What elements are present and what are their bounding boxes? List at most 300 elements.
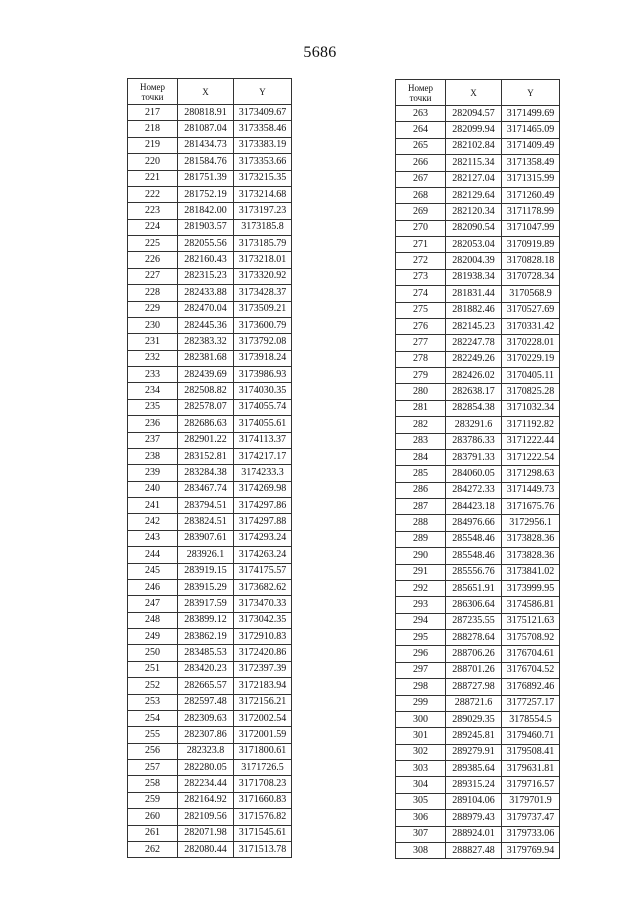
table-row (128, 629, 292, 645)
cell-y: 3171660.83 (234, 792, 292, 808)
cell-y: 3174030.35 (234, 383, 292, 399)
cell-x: 283420.23 (178, 661, 234, 677)
cell-point-number: 299 (396, 695, 446, 711)
cell-x: 282433.88 (178, 285, 234, 301)
cell-y: 3170331.42 (502, 318, 560, 334)
cell-x: 288706.26 (446, 646, 502, 662)
cell-point-number: 248 (128, 612, 178, 628)
cell-x: 281831.44 (446, 286, 502, 302)
table-row (396, 761, 560, 777)
cell-x: 282115.34 (446, 155, 502, 171)
cell-x: 282090.54 (446, 220, 502, 236)
cell-y: 3173042.35 (234, 612, 292, 628)
cell-y: 3175708.92 (502, 630, 560, 646)
cell-x: 282383.32 (178, 334, 234, 350)
cell-point-number: 257 (128, 760, 178, 776)
cell-point-number: 288 (396, 515, 446, 531)
cell-y: 3179733.06 (502, 826, 560, 842)
cell-point-number: 307 (396, 826, 446, 842)
cell-x: 288924.01 (446, 826, 502, 842)
table-row (396, 351, 560, 367)
cell-x: 282164.92 (178, 792, 234, 808)
table-row (396, 564, 560, 580)
cell-point-number: 281 (396, 400, 446, 416)
table-row (396, 302, 560, 318)
table-row (128, 743, 292, 759)
cell-point-number: 265 (396, 138, 446, 154)
table-row (128, 563, 292, 579)
cell-point-number: 241 (128, 498, 178, 514)
cell-point-number: 244 (128, 547, 178, 563)
cell-y: 3173215.35 (234, 170, 292, 186)
cell-point-number: 242 (128, 514, 178, 530)
cell-x: 282686.63 (178, 416, 234, 432)
cell-point-number: 230 (128, 317, 178, 333)
cell-y: 3174297.86 (234, 498, 292, 514)
cell-point-number: 232 (128, 350, 178, 366)
table-row (128, 121, 292, 137)
table-row (396, 515, 560, 531)
coordinates-table-left (127, 78, 292, 858)
table-row (396, 662, 560, 678)
cell-x: 283915.29 (178, 579, 234, 595)
cell-point-number: 256 (128, 743, 178, 759)
cell-point-number: 293 (396, 597, 446, 613)
cell-point-number: 218 (128, 121, 178, 137)
cell-x: 285548.46 (446, 531, 502, 547)
cell-point-number: 264 (396, 122, 446, 138)
cell-y: 3176704.52 (502, 662, 560, 678)
cell-point-number: 290 (396, 548, 446, 564)
cell-point-number: 238 (128, 448, 178, 464)
cell-point-number: 228 (128, 285, 178, 301)
table-row (128, 596, 292, 612)
cell-y: 3173470.33 (234, 596, 292, 612)
cell-point-number: 274 (396, 286, 446, 302)
cell-point-number: 298 (396, 679, 446, 695)
cell-x: 282323.8 (178, 743, 234, 759)
table-row (128, 383, 292, 399)
cell-point-number: 224 (128, 219, 178, 235)
cell-x: 284423.18 (446, 499, 502, 515)
cell-y: 3179701.9 (502, 793, 560, 809)
table-row (396, 318, 560, 334)
cell-y: 3170229.19 (502, 351, 560, 367)
cell-x: 282234.44 (178, 776, 234, 792)
cell-x: 282247.78 (446, 335, 502, 351)
cell-y: 3171465.09 (502, 122, 560, 138)
cell-y: 3173682.62 (234, 579, 292, 595)
cell-y: 3171222.54 (502, 449, 560, 465)
cell-x: 282004.39 (446, 253, 502, 269)
table-row (396, 711, 560, 727)
table-row (396, 630, 560, 646)
cell-x: 282470.04 (178, 301, 234, 317)
cell-point-number: 223 (128, 203, 178, 219)
cell-x: 282665.57 (178, 678, 234, 694)
table-row (128, 760, 292, 776)
cell-point-number: 236 (128, 416, 178, 432)
cell-x: 283152.81 (178, 448, 234, 464)
cell-point-number: 303 (396, 761, 446, 777)
table-row (396, 237, 560, 253)
cell-x: 283862.19 (178, 629, 234, 645)
cell-x: 282129.64 (446, 187, 502, 203)
header-point-number: Номер точки (128, 79, 178, 105)
table-row (128, 432, 292, 448)
cell-x: 282099.94 (446, 122, 502, 138)
cell-point-number: 229 (128, 301, 178, 317)
cell-y: 3173509.21 (234, 301, 292, 317)
table-row (128, 448, 292, 464)
cell-point-number: 295 (396, 630, 446, 646)
cell-y: 3173409.67 (234, 105, 292, 121)
cell-point-number: 221 (128, 170, 178, 186)
cell-point-number: 297 (396, 662, 446, 678)
cell-y: 3176892.46 (502, 679, 560, 695)
cell-point-number: 240 (128, 481, 178, 497)
cell-y: 3179508.41 (502, 744, 560, 760)
table-row (396, 122, 560, 138)
cell-y: 3171545.61 (234, 825, 292, 841)
cell-y: 3170728.34 (502, 269, 560, 285)
cell-y: 3170405.11 (502, 368, 560, 384)
cell-y: 3173841.02 (502, 564, 560, 580)
table-row (396, 449, 560, 465)
cell-x: 283907.61 (178, 530, 234, 546)
header-y: Y (502, 80, 560, 106)
cell-y: 3179716.57 (502, 777, 560, 793)
cell-point-number: 243 (128, 530, 178, 546)
cell-y: 3179631.81 (502, 761, 560, 777)
cell-y: 3173353.66 (234, 154, 292, 170)
cell-x: 282426.02 (446, 368, 502, 384)
cell-point-number: 219 (128, 137, 178, 153)
cell-x: 282508.82 (178, 383, 234, 399)
cell-point-number: 283 (396, 433, 446, 449)
cell-point-number: 263 (396, 106, 446, 122)
table-row (128, 105, 292, 121)
table-row (128, 694, 292, 710)
cell-y: 3170527.69 (502, 302, 560, 318)
cell-y: 3170919.89 (502, 237, 560, 253)
table-row (128, 416, 292, 432)
cell-x: 282901.22 (178, 432, 234, 448)
table-row (128, 809, 292, 825)
table-row (128, 612, 292, 628)
table-row (396, 744, 560, 760)
cell-x: 285651.91 (446, 580, 502, 596)
table-row (128, 710, 292, 726)
table-row (128, 841, 292, 857)
cell-x: 288827.48 (446, 842, 502, 858)
table-row (396, 810, 560, 826)
table-row (396, 728, 560, 744)
cell-x: 282109.56 (178, 809, 234, 825)
cell-point-number: 291 (396, 564, 446, 580)
table-row (128, 186, 292, 202)
table-header-row (396, 80, 560, 106)
cell-x: 282249.26 (446, 351, 502, 367)
table-row (396, 548, 560, 564)
cell-y: 3171708.23 (234, 776, 292, 792)
cell-x: 282578.07 (178, 399, 234, 415)
cell-y: 3173792.08 (234, 334, 292, 350)
cell-point-number: 225 (128, 236, 178, 252)
cell-point-number: 227 (128, 268, 178, 284)
cell-x: 282381.68 (178, 350, 234, 366)
table-row (128, 137, 292, 153)
cell-point-number: 268 (396, 187, 446, 203)
cell-x: 282071.98 (178, 825, 234, 841)
cell-point-number: 278 (396, 351, 446, 367)
cell-y: 3177257.17 (502, 695, 560, 711)
cell-y: 3172183.94 (234, 678, 292, 694)
cell-point-number: 246 (128, 579, 178, 595)
cell-x: 288278.64 (446, 630, 502, 646)
cell-x: 282439.69 (178, 367, 234, 383)
table-row (396, 171, 560, 187)
header-x: X (446, 80, 502, 106)
cell-x: 282127.04 (446, 171, 502, 187)
table-row (396, 580, 560, 596)
table-row (128, 268, 292, 284)
table-row (128, 399, 292, 415)
cell-y: 3171222.44 (502, 433, 560, 449)
cell-x: 288979.43 (446, 810, 502, 826)
cell-y: 3173999.95 (502, 580, 560, 596)
cell-point-number: 250 (128, 645, 178, 661)
cell-x: 288727.98 (446, 679, 502, 695)
cell-x: 282080.44 (178, 841, 234, 857)
cell-x: 282145.23 (446, 318, 502, 334)
cell-x: 285556.76 (446, 564, 502, 580)
cell-point-number: 260 (128, 809, 178, 825)
header-point-number: Номер точки (396, 80, 446, 106)
table-row (128, 219, 292, 235)
table-row (396, 826, 560, 842)
cell-point-number: 255 (128, 727, 178, 743)
cell-x: 283485.53 (178, 645, 234, 661)
coordinates-table-right (395, 79, 560, 859)
cell-y: 3174586.81 (502, 597, 560, 613)
cell-point-number: 275 (396, 302, 446, 318)
table-row (128, 252, 292, 268)
cell-point-number: 217 (128, 105, 178, 121)
cell-x: 288721.6 (446, 695, 502, 711)
cell-x: 282638.17 (446, 384, 502, 400)
cell-x: 281751.39 (178, 170, 234, 186)
cell-point-number: 239 (128, 465, 178, 481)
page-number: 5686 (303, 44, 337, 61)
cell-x: 282053.04 (446, 237, 502, 253)
cell-x: 282315.23 (178, 268, 234, 284)
cell-y: 3171409.49 (502, 138, 560, 154)
table-row (128, 678, 292, 694)
table-row (128, 661, 292, 677)
cell-x: 282055.56 (178, 236, 234, 252)
cell-y: 3173358.46 (234, 121, 292, 137)
cell-x: 288701.26 (446, 662, 502, 678)
cell-point-number: 258 (128, 776, 178, 792)
cell-y: 3170825.28 (502, 384, 560, 400)
cell-y: 3173828.36 (502, 531, 560, 547)
cell-point-number: 284 (396, 449, 446, 465)
table-row (396, 253, 560, 269)
cell-y: 3174055.61 (234, 416, 292, 432)
cell-y: 3171726.5 (234, 760, 292, 776)
cell-point-number: 254 (128, 710, 178, 726)
cell-point-number: 253 (128, 694, 178, 710)
cell-x: 281434.73 (178, 137, 234, 153)
cell-x: 286306.64 (446, 597, 502, 613)
table-row (128, 579, 292, 595)
cell-y: 3172156.21 (234, 694, 292, 710)
cell-x: 282120.34 (446, 204, 502, 220)
cell-point-number: 286 (396, 482, 446, 498)
table-row (396, 793, 560, 809)
table-row (396, 482, 560, 498)
cell-point-number: 235 (128, 399, 178, 415)
cell-point-number: 294 (396, 613, 446, 629)
table-row (128, 547, 292, 563)
table-row (396, 433, 560, 449)
cell-point-number: 304 (396, 777, 446, 793)
cell-x: 283284.38 (178, 465, 234, 481)
table-row (128, 301, 292, 317)
table-row (396, 187, 560, 203)
table-row (396, 368, 560, 384)
cell-x: 283917.59 (178, 596, 234, 612)
cell-y: 3179737.47 (502, 810, 560, 826)
cell-y: 3176704.61 (502, 646, 560, 662)
cell-y: 3173185.79 (234, 236, 292, 252)
table-row (396, 286, 560, 302)
cell-x: 289245.81 (446, 728, 502, 744)
cell-x: 282160.43 (178, 252, 234, 268)
cell-point-number: 287 (396, 499, 446, 515)
cell-y: 3173986.93 (234, 367, 292, 383)
table-row (128, 465, 292, 481)
cell-x: 281882.46 (446, 302, 502, 318)
table-row (396, 695, 560, 711)
cell-x: 281584.76 (178, 154, 234, 170)
cell-y: 3173214.68 (234, 186, 292, 202)
cell-y: 3171260.49 (502, 187, 560, 203)
table-row (396, 646, 560, 662)
cell-point-number: 277 (396, 335, 446, 351)
cell-point-number: 276 (396, 318, 446, 334)
cell-point-number: 251 (128, 661, 178, 677)
cell-y: 3171675.76 (502, 499, 560, 515)
cell-point-number: 282 (396, 417, 446, 433)
cell-y: 3173828.36 (502, 548, 560, 564)
table-row (128, 236, 292, 252)
cell-y: 3171499.69 (502, 106, 560, 122)
cell-point-number: 271 (396, 237, 446, 253)
cell-y: 3173428.37 (234, 285, 292, 301)
table-row (396, 466, 560, 482)
cell-y: 3174233.3 (234, 465, 292, 481)
cell-y: 3174269.98 (234, 481, 292, 497)
cell-point-number: 234 (128, 383, 178, 399)
cell-point-number: 222 (128, 186, 178, 202)
table-row (396, 842, 560, 858)
cell-point-number: 273 (396, 269, 446, 285)
cell-point-number: 261 (128, 825, 178, 841)
cell-y: 3173320.92 (234, 268, 292, 284)
table-row (128, 170, 292, 186)
cell-y: 3179460.71 (502, 728, 560, 744)
cell-x: 283786.33 (446, 433, 502, 449)
cell-point-number: 300 (396, 711, 446, 727)
cell-y: 3173197.23 (234, 203, 292, 219)
cell-point-number: 285 (396, 466, 446, 482)
table-row (396, 400, 560, 416)
cell-point-number: 259 (128, 792, 178, 808)
cell-point-number: 252 (128, 678, 178, 694)
cell-y: 3171576.82 (234, 809, 292, 825)
cell-point-number: 301 (396, 728, 446, 744)
table-row (128, 481, 292, 497)
cell-point-number: 262 (128, 841, 178, 857)
table-row (128, 776, 292, 792)
table-row (396, 155, 560, 171)
cell-point-number: 306 (396, 810, 446, 826)
table-row (128, 498, 292, 514)
cell-point-number: 226 (128, 252, 178, 268)
cell-y: 3174217.17 (234, 448, 292, 464)
cell-x: 289029.35 (446, 711, 502, 727)
table-row (128, 203, 292, 219)
cell-x: 282597.48 (178, 694, 234, 710)
cell-y: 3173918.24 (234, 350, 292, 366)
cell-point-number: 267 (396, 171, 446, 187)
table-header-row (128, 79, 292, 105)
cell-x: 283926.1 (178, 547, 234, 563)
table-row (396, 204, 560, 220)
cell-y: 3172001.59 (234, 727, 292, 743)
cell-y: 3171449.73 (502, 482, 560, 498)
cell-y: 3172910.83 (234, 629, 292, 645)
cell-y: 3173185.8 (234, 219, 292, 235)
cell-point-number: 247 (128, 596, 178, 612)
cell-y: 3174263.24 (234, 547, 292, 563)
cell-y: 3171315.99 (502, 171, 560, 187)
cell-y: 3173218.01 (234, 252, 292, 268)
cell-x: 289104.06 (446, 793, 502, 809)
table-row (128, 367, 292, 383)
cell-y: 3171192.82 (502, 417, 560, 433)
table-row (396, 531, 560, 547)
cell-point-number: 269 (396, 204, 446, 220)
table-row (396, 417, 560, 433)
cell-x: 281752.19 (178, 186, 234, 202)
cell-point-number: 292 (396, 580, 446, 596)
cell-point-number: 296 (396, 646, 446, 662)
cell-y: 3172002.54 (234, 710, 292, 726)
table-row (128, 530, 292, 546)
cell-point-number: 289 (396, 531, 446, 547)
cell-x: 284976.66 (446, 515, 502, 531)
cell-x: 285548.46 (446, 548, 502, 564)
header-x: X (178, 79, 234, 105)
table-row (128, 727, 292, 743)
cell-x: 282094.57 (446, 106, 502, 122)
cell-y: 3173383.19 (234, 137, 292, 153)
cell-x: 283899.12 (178, 612, 234, 628)
cell-point-number: 270 (396, 220, 446, 236)
